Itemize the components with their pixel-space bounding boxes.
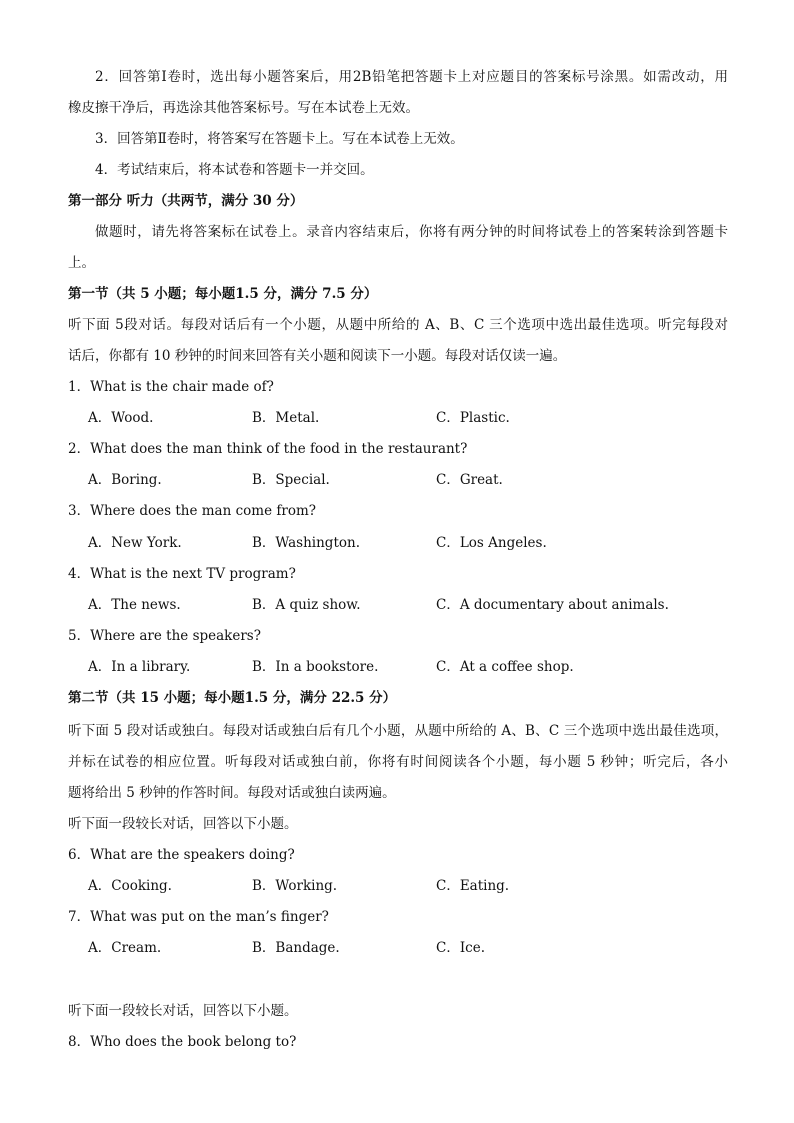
q5-option-c: C．At a coffee shop.: [436, 659, 574, 675]
q6-option-a: A．Cooking.: [88, 878, 172, 894]
question-1: 1．What is the chair made of?: [68, 379, 274, 395]
q5-option-b: B．In a bookstore.: [252, 659, 379, 675]
section2-lead-1: 听下面一段较长对话，回答以下小题。: [68, 816, 298, 832]
q2-option-a: A．Boring.: [88, 472, 162, 488]
q4-option-b: B．A quiz show.: [252, 597, 361, 613]
section2-intro-line2: 并标在试卷的相应位置。听每段对话或独白前，你将有时间阅读各个小题，每小题 5 秒钟；听完后，各小: [68, 754, 728, 770]
question-7: 7．What was put on the man’s finger?: [68, 909, 329, 925]
section1-intro-line1: 听下面 5段对话。每段对话后有一个小题，从题中所给的 A、B、C 三个选项中选出最佳选项。听完每段对: [68, 317, 728, 333]
q1-option-b: B．Metal.: [252, 410, 320, 426]
q4-option-c: C．A documentary about animals.: [436, 597, 669, 613]
question-2: 2．What does the man think of the food in the restaurant?: [68, 441, 468, 457]
q7-option-b: B．Bandage.: [252, 940, 340, 956]
q1-option-a: A．Wood.: [88, 410, 154, 426]
question-4: 4．What is the next TV program?: [68, 566, 296, 582]
question-5: 5．Where are the speakers?: [68, 628, 261, 644]
part1-heading: 第一部分 听力（共两节，满分 30 分）: [68, 193, 304, 209]
q2-option-c: C．Great.: [436, 472, 503, 488]
q7-option-a: A．Cream.: [88, 940, 162, 956]
question-6: 6．What are the speakers doing?: [68, 847, 295, 863]
q3-option-b: B．Washington.: [252, 535, 360, 551]
section2-lead-2: 听下面一段较长对话，回答以下小题。: [68, 1003, 298, 1019]
question-3: 3．Where does the man come from?: [68, 503, 316, 519]
section1-heading: 第一节（共 5 小题；每小题1.5 分，满分 7.5 分）: [68, 286, 378, 302]
section2-intro-line3: 题将给出 5 秒钟的作答时间。每段对话或独白读两遍。: [68, 785, 396, 801]
q4-option-a: A．The news.: [88, 597, 181, 613]
section1-intro-line2: 话后，你都有 10 秒钟的时间来回答有关小题和阅读下一小题。每段对话仅读一遍。: [68, 348, 567, 364]
q2-option-b: B．Special.: [252, 472, 330, 488]
part1-intro-line2: 上。: [68, 255, 95, 271]
q1-option-c: C．Plastic.: [436, 410, 510, 426]
q5-option-a: A．In a library.: [88, 659, 191, 675]
instruction-2a: 2．回答第Ⅰ卷时，选出每小题答案后，用2B铅笔把答题卡上对应题目的答案标号涂黑。如需改动，用: [95, 69, 728, 85]
part1-intro-line1: 做题时，请先将答案标在试卷上。录音内容结束后，你将有两分钟的时间将试卷上的答案转涂到答题卡: [95, 224, 728, 240]
instruction-2b: 橡皮擦干净后，再选涂其他答案标号。写在本试卷上无效。: [68, 100, 419, 116]
question-8: 8．Who does the book belong to?: [68, 1034, 297, 1050]
q7-option-c: C．Ice.: [436, 940, 486, 956]
q6-option-b: B．Working.: [252, 878, 338, 894]
q6-option-c: C．Eating.: [436, 878, 510, 894]
q3-option-c: C．Los Angeles.: [436, 535, 547, 551]
instruction-4: 4．考试结束后，将本试卷和答题卡一并交回。: [95, 162, 374, 178]
q3-option-a: A．New York.: [88, 535, 182, 551]
section2-heading: 第二节（共 15 小题；每小题1.5 分，满分 22.5 分）: [68, 690, 397, 706]
instruction-3: 3．回答第Ⅱ卷时，将答案写在答题卡上。写在本试卷上无效。: [95, 131, 464, 147]
section2-intro-line1: 听下面 5 段对话或独白。每段对话或独白后有几个小题，从题中所给的 A、B、C 三个选项中选出最佳选项，: [68, 723, 728, 739]
